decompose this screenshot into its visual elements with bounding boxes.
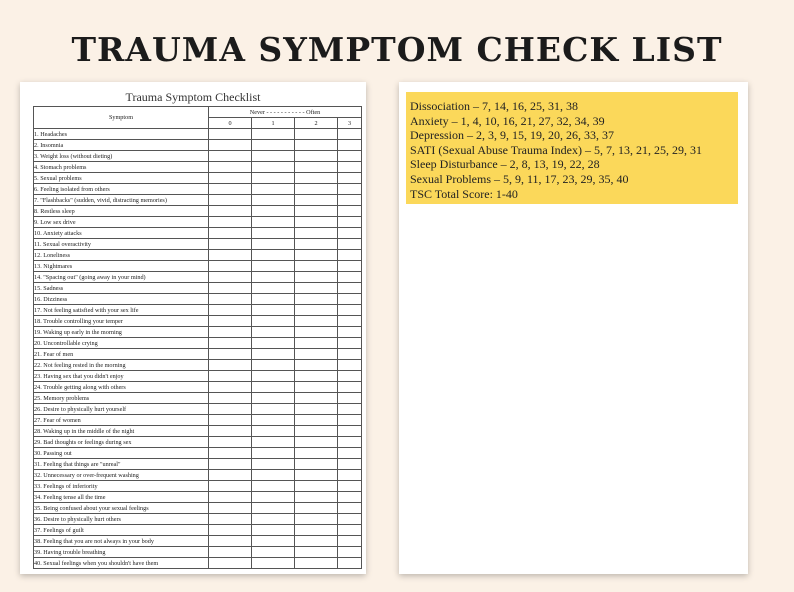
rating-cell-1[interactable] <box>252 195 295 206</box>
table-row <box>34 206 362 217</box>
table-row <box>34 525 362 536</box>
table-row <box>34 173 362 184</box>
rating-cell-0[interactable] <box>209 283 252 294</box>
rating-cell-3[interactable] <box>338 239 362 250</box>
symptom-label: 7. "Flashbacks" (sudden, vivid, distracting memories) <box>34 195 209 206</box>
rating-cell-2[interactable] <box>295 228 338 239</box>
rating-cell-0[interactable] <box>209 492 252 503</box>
symptom-label: 4. Stomach problems <box>34 162 209 173</box>
rating-cell-2[interactable] <box>295 338 338 349</box>
rating-cell-0[interactable] <box>209 151 252 162</box>
table-row <box>34 283 362 294</box>
scoring-line: TSC Total Score: 1-40 <box>410 186 518 201</box>
table-row <box>34 272 362 283</box>
symptom-label: 21. Fear of men <box>34 349 209 360</box>
rating-cell-1[interactable] <box>252 162 295 173</box>
rating-cell-2[interactable] <box>295 492 338 503</box>
rating-cell-0[interactable] <box>209 404 252 415</box>
rating-cell-1[interactable] <box>252 184 295 195</box>
rating-cell-0[interactable] <box>209 239 252 250</box>
rating-cell-0[interactable] <box>209 459 252 470</box>
rating-cell-0[interactable] <box>209 261 252 272</box>
rating-cell-3[interactable] <box>338 261 362 272</box>
scale-column-1: 1 <box>252 118 295 129</box>
rating-cell-1[interactable] <box>252 316 295 327</box>
rating-cell-0[interactable] <box>209 415 252 426</box>
rating-cell-3[interactable] <box>338 470 362 481</box>
table-row <box>34 547 362 558</box>
rating-cell-2[interactable] <box>295 140 338 151</box>
table-row <box>34 437 362 448</box>
rating-cell-3[interactable] <box>338 382 362 393</box>
rating-cell-3[interactable] <box>338 294 362 305</box>
symptom-label: 17. Not feeling satisfied with your sex life <box>34 305 209 316</box>
rating-cell-1[interactable] <box>252 151 295 162</box>
rating-cell-1[interactable] <box>252 492 295 503</box>
symptom-label: 33. Feelings of inferiority <box>34 481 209 492</box>
rating-cell-3[interactable] <box>338 492 362 503</box>
scoring-line: SATI (Sexual Abuse Trauma Index) – 5, 7, 13, 21, 25, 29, 31 <box>410 142 702 157</box>
rating-cell-0[interactable] <box>209 294 252 305</box>
rating-cell-3[interactable] <box>338 437 362 448</box>
rating-cell-3[interactable] <box>338 415 362 426</box>
symptom-label: 14. "Spacing out" (going away in your mind) <box>34 272 209 283</box>
rating-cell-3[interactable] <box>338 316 362 327</box>
rating-cell-0[interactable] <box>209 184 252 195</box>
rating-cell-1[interactable] <box>252 536 295 547</box>
table-row <box>34 514 362 525</box>
symptom-column-header: Symptom <box>34 107 209 129</box>
rating-cell-2[interactable] <box>295 547 338 558</box>
rating-cell-1[interactable] <box>252 305 295 316</box>
rating-cell-1[interactable] <box>252 294 295 305</box>
rating-cell-2[interactable] <box>295 448 338 459</box>
table-row <box>34 261 362 272</box>
rating-cell-3[interactable] <box>338 338 362 349</box>
scoring-line: Depression – 2, 3, 9, 15, 19, 20, 26, 33, 37 <box>410 128 614 143</box>
rating-cell-2[interactable] <box>295 217 338 228</box>
rating-cell-0[interactable] <box>209 426 252 437</box>
symptom-label: 5. Sexual problems <box>34 173 209 184</box>
rating-cell-3[interactable] <box>338 305 362 316</box>
symptom-label: 23. Having sex that you didn't enjoy <box>34 371 209 382</box>
rating-cell-2[interactable] <box>295 558 338 569</box>
symptom-label: 15. Sadness <box>34 283 209 294</box>
symptom-label: 39. Having trouble breathing <box>34 547 209 558</box>
table-row <box>34 426 362 437</box>
symptom-label: 36. Desire to physically hurt others <box>34 514 209 525</box>
rating-cell-1[interactable] <box>252 426 295 437</box>
table-row <box>34 338 362 349</box>
rating-cell-0[interactable] <box>209 481 252 492</box>
rating-cell-0[interactable] <box>209 338 252 349</box>
rating-cell-3[interactable] <box>338 503 362 514</box>
rating-cell-3[interactable] <box>338 404 362 415</box>
table-row <box>34 360 362 371</box>
rating-cell-0[interactable] <box>209 228 252 239</box>
rating-cell-3[interactable] <box>338 371 362 382</box>
rating-cell-2[interactable] <box>295 305 338 316</box>
symptom-label: 35. Being confused about your sexual feelings <box>34 503 209 514</box>
rating-cell-1[interactable] <box>252 360 295 371</box>
rating-cell-3[interactable] <box>338 140 362 151</box>
rating-cell-0[interactable] <box>209 371 252 382</box>
symptom-label: 20. Uncontrollable crying <box>34 338 209 349</box>
symptom-label: 38. Feeling that you are not always in your body <box>34 536 209 547</box>
table-row <box>34 371 362 382</box>
rating-cell-1[interactable] <box>252 129 295 140</box>
rating-cell-1[interactable] <box>252 206 295 217</box>
rating-cell-1[interactable] <box>252 250 295 261</box>
rating-cell-3[interactable] <box>338 250 362 261</box>
rating-cell-0[interactable] <box>209 536 252 547</box>
rating-cell-2[interactable] <box>295 437 338 448</box>
table-row <box>34 162 362 173</box>
rating-cell-1[interactable] <box>252 173 295 184</box>
table-row <box>34 536 362 547</box>
rating-cell-2[interactable] <box>295 360 338 371</box>
symptom-label: 27. Fear of women <box>34 415 209 426</box>
rating-cell-0[interactable] <box>209 360 252 371</box>
rating-cell-1[interactable] <box>252 404 295 415</box>
rating-cell-2[interactable] <box>295 294 338 305</box>
table-row <box>34 228 362 239</box>
rating-cell-2[interactable] <box>295 415 338 426</box>
rating-cell-2[interactable] <box>295 261 338 272</box>
rating-cell-2[interactable] <box>295 272 338 283</box>
rating-cell-2[interactable] <box>295 316 338 327</box>
rating-cell-3[interactable] <box>338 426 362 437</box>
symptom-table <box>33 106 362 569</box>
rating-cell-2[interactable] <box>295 536 338 547</box>
rating-cell-1[interactable] <box>252 327 295 338</box>
scoring-line: Sleep Disturbance – 2, 8, 13, 19, 22, 28 <box>410 157 600 172</box>
rating-cell-0[interactable] <box>209 129 252 140</box>
symptom-label: 2. Insomnia <box>34 140 209 151</box>
rating-cell-0[interactable] <box>209 162 252 173</box>
rating-cell-1[interactable] <box>252 503 295 514</box>
rating-cell-3[interactable] <box>338 349 362 360</box>
table-row <box>34 151 362 162</box>
table-row <box>34 382 362 393</box>
rating-cell-1[interactable] <box>252 349 295 360</box>
scale-column-0: 0 <box>209 118 252 129</box>
rating-cell-3[interactable] <box>338 448 362 459</box>
rating-cell-1[interactable] <box>252 514 295 525</box>
symptom-label: 10. Anxiety attacks <box>34 228 209 239</box>
symptom-label: 6. Feeling isolated from others <box>34 184 209 195</box>
rating-cell-0[interactable] <box>209 217 252 228</box>
rating-cell-2[interactable] <box>295 459 338 470</box>
rating-cell-1[interactable] <box>252 239 295 250</box>
rating-cell-0[interactable] <box>209 250 252 261</box>
symptom-label: 37. Feelings of guilt <box>34 525 209 536</box>
table-row <box>34 294 362 305</box>
rating-cell-3[interactable] <box>338 514 362 525</box>
rating-cell-0[interactable] <box>209 327 252 338</box>
symptom-label: 28. Waking up in the middle of the night <box>34 426 209 437</box>
rating-cell-2[interactable] <box>295 470 338 481</box>
rating-cell-0[interactable] <box>209 382 252 393</box>
page-title: TRAUMA SYMPTOM CHECK LIST <box>71 30 723 69</box>
rating-cell-1[interactable] <box>252 382 295 393</box>
rating-cell-0[interactable] <box>209 305 252 316</box>
rating-cell-1[interactable] <box>252 558 295 569</box>
table-row <box>34 140 362 151</box>
table-row <box>34 503 362 514</box>
rating-cell-0[interactable] <box>209 503 252 514</box>
rating-cell-2[interactable] <box>295 426 338 437</box>
rating-cell-2[interactable] <box>295 129 338 140</box>
symptom-label: 11. Sexual overactivity <box>34 239 209 250</box>
table-row <box>34 492 362 503</box>
rating-cell-1[interactable] <box>252 283 295 294</box>
scoring-line: Sexual Problems – 5, 9, 11, 17, 23, 29, 35, 40 <box>410 171 629 186</box>
rating-cell-3[interactable] <box>338 228 362 239</box>
symptom-label: 3. Weight loss (without dieting) <box>34 151 209 162</box>
rating-cell-1[interactable] <box>252 547 295 558</box>
symptom-label: 13. Nightmares <box>34 261 209 272</box>
rating-cell-1[interactable] <box>252 140 295 151</box>
rating-cell-3[interactable] <box>338 184 362 195</box>
table-row <box>34 129 362 140</box>
rating-cell-1[interactable] <box>252 371 295 382</box>
rating-cell-0[interactable] <box>209 437 252 448</box>
rating-cell-3[interactable] <box>338 360 362 371</box>
rating-cell-0[interactable] <box>209 272 252 283</box>
table-row <box>34 217 362 228</box>
rating-cell-2[interactable] <box>295 173 338 184</box>
rating-cell-0[interactable] <box>209 448 252 459</box>
table-row <box>34 415 362 426</box>
symptom-label: 1. Headaches <box>34 129 209 140</box>
scoring-key-box <box>406 92 738 204</box>
rating-cell-2[interactable] <box>295 327 338 338</box>
rating-cell-2[interactable] <box>295 382 338 393</box>
rating-cell-1[interactable] <box>252 393 295 404</box>
rating-cell-1[interactable] <box>252 470 295 481</box>
rating-cell-3[interactable] <box>338 536 362 547</box>
rating-cell-2[interactable] <box>295 151 338 162</box>
rating-cell-0[interactable] <box>209 195 252 206</box>
scoring-line: Dissociation – 7, 14, 16, 25, 31, 38 <box>410 99 578 113</box>
symptom-label: 19. Waking up early in the morning <box>34 327 209 338</box>
rating-cell-3[interactable] <box>338 217 362 228</box>
symptom-label: 29. Bad thoughts or feelings during sex <box>34 437 209 448</box>
rating-cell-2[interactable] <box>295 250 338 261</box>
rating-cell-1[interactable] <box>252 217 295 228</box>
rating-cell-2[interactable] <box>295 525 338 536</box>
rating-cell-1[interactable] <box>252 272 295 283</box>
checklist-title: Trauma Symptom Checklist <box>125 90 261 104</box>
rating-cell-2[interactable] <box>295 239 338 250</box>
rating-cell-2[interactable] <box>295 393 338 404</box>
rating-cell-3[interactable] <box>338 327 362 338</box>
scoring-key-list <box>406 92 738 201</box>
rating-cell-1[interactable] <box>252 261 295 272</box>
table-row <box>34 404 362 415</box>
symptom-label: 9. Low sex drive <box>34 217 209 228</box>
rating-cell-1[interactable] <box>252 481 295 492</box>
rating-cell-3[interactable] <box>338 525 362 536</box>
table-row <box>34 316 362 327</box>
rating-cell-2[interactable] <box>295 514 338 525</box>
rating-cell-0[interactable] <box>209 470 252 481</box>
rating-cell-1[interactable] <box>252 459 295 470</box>
rating-cell-0[interactable] <box>209 547 252 558</box>
symptom-label: 18. Trouble controlling your temper <box>34 316 209 327</box>
scoring-line: Anxiety – 1, 4, 10, 16, 21, 27, 32, 34, 39 <box>410 113 605 128</box>
rating-cell-2[interactable] <box>295 481 338 492</box>
rating-cell-0[interactable] <box>209 316 252 327</box>
table-row <box>34 470 362 481</box>
rating-cell-0[interactable] <box>209 206 252 217</box>
table-row <box>34 558 362 569</box>
table-row <box>34 184 362 195</box>
rating-cell-2[interactable] <box>295 283 338 294</box>
rating-cell-3[interactable] <box>338 162 362 173</box>
rating-cell-3[interactable] <box>338 459 362 470</box>
symptom-label: 16. Dizziness <box>34 294 209 305</box>
rating-cell-2[interactable] <box>295 371 338 382</box>
rating-cell-3[interactable] <box>338 558 362 569</box>
rating-cell-1[interactable] <box>252 448 295 459</box>
rating-cell-1[interactable] <box>252 338 295 349</box>
scale-column-2: 2 <box>295 118 338 129</box>
rating-cell-2[interactable] <box>295 503 338 514</box>
rating-cell-3[interactable] <box>338 481 362 492</box>
rating-cell-2[interactable] <box>295 162 338 173</box>
symptom-label: 26. Desire to physically hurt yourself <box>34 404 209 415</box>
rating-cell-3[interactable] <box>338 173 362 184</box>
scale-column-3: 3 <box>338 118 362 129</box>
rating-cell-2[interactable] <box>295 404 338 415</box>
rating-cell-3[interactable] <box>338 151 362 162</box>
table-row <box>34 250 362 261</box>
rating-cell-1[interactable] <box>252 525 295 536</box>
symptom-label: 31. Feeling that things are "unreal" <box>34 459 209 470</box>
symptom-label: 32. Unnecessary or over-frequent washing <box>34 470 209 481</box>
rating-cell-3[interactable] <box>338 283 362 294</box>
symptom-label: 12. Loneliness <box>34 250 209 261</box>
rating-cell-1[interactable] <box>252 415 295 426</box>
table-row <box>34 481 362 492</box>
table-row <box>34 239 362 250</box>
rating-cell-0[interactable] <box>209 514 252 525</box>
rating-cell-2[interactable] <box>295 349 338 360</box>
table-row <box>34 393 362 404</box>
scoring-sheet <box>399 82 748 574</box>
rating-cell-2[interactable] <box>295 184 338 195</box>
table-row <box>34 305 362 316</box>
rating-cell-3[interactable] <box>338 547 362 558</box>
table-row <box>34 448 362 459</box>
checklist-sheet <box>20 82 366 574</box>
table-row <box>34 459 362 470</box>
symptom-label: 40. Sexual feelings when you shouldn't have them <box>34 558 209 569</box>
table-row <box>34 195 362 206</box>
symptom-label: 22. Not feeling rested in the morning <box>34 360 209 371</box>
symptom-label: 34. Feeling tense all the time <box>34 492 209 503</box>
symptom-label: 24. Trouble getting along with others <box>34 382 209 393</box>
rating-cell-0[interactable] <box>209 349 252 360</box>
table-row <box>34 349 362 360</box>
rating-cell-0[interactable] <box>209 558 252 569</box>
rating-cell-0[interactable] <box>209 173 252 184</box>
symptom-label: 25. Memory problems <box>34 393 209 404</box>
rating-cell-0[interactable] <box>209 393 252 404</box>
rating-cell-0[interactable] <box>209 525 252 536</box>
symptom-label: 30. Passing out <box>34 448 209 459</box>
rating-cell-2[interactable] <box>295 206 338 217</box>
rating-cell-3[interactable] <box>338 195 362 206</box>
rating-cell-0[interactable] <box>209 140 252 151</box>
symptom-label: 8. Restless sleep <box>34 206 209 217</box>
table-row <box>34 327 362 338</box>
rating-cell-2[interactable] <box>295 195 338 206</box>
rating-cell-3[interactable] <box>338 129 362 140</box>
rating-cell-1[interactable] <box>252 228 295 239</box>
rating-cell-3[interactable] <box>338 393 362 404</box>
frequency-scale-label: Never - - - - - - - - - - - Often <box>209 107 362 118</box>
rating-cell-1[interactable] <box>252 437 295 448</box>
rating-cell-3[interactable] <box>338 206 362 217</box>
rating-cell-3[interactable] <box>338 272 362 283</box>
